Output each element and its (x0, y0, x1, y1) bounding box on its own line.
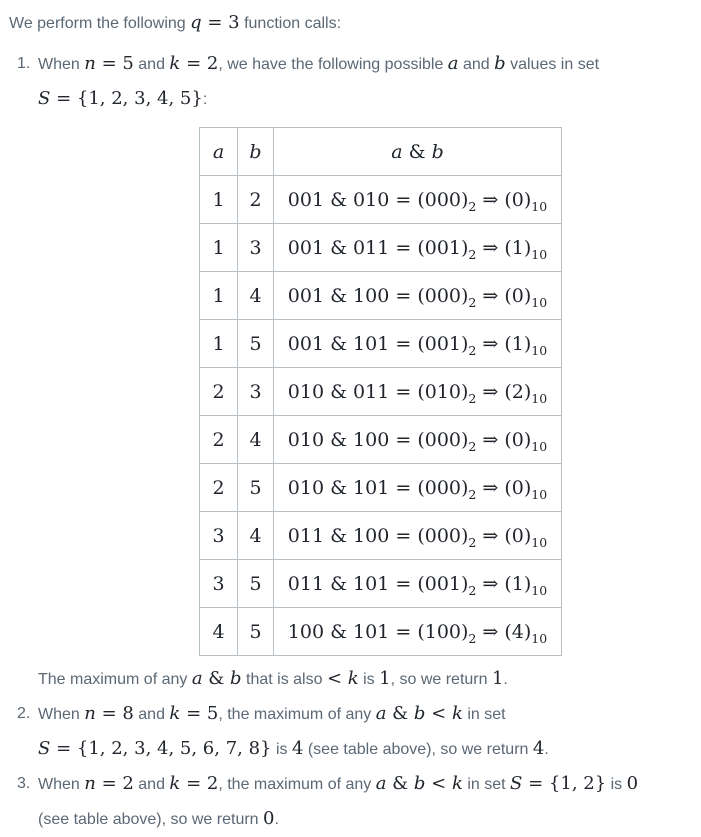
decimal-result: (0) (504, 284, 532, 307)
binary-and-expression: 100 & 101 = (100) (287, 620, 469, 643)
math-run: = 5 (95, 53, 134, 74)
math-run: & (402, 140, 432, 163)
implies-arrow: ⇒ (476, 620, 505, 643)
cell-expression (274, 176, 562, 224)
col-header-a-and-b (274, 128, 562, 176)
implies-arrow: ⇒ (476, 428, 505, 451)
math-run: S (510, 773, 523, 794)
math-run: a (212, 140, 225, 163)
cell-a: 3 (200, 512, 238, 560)
text-run: function calls: (239, 15, 342, 32)
implies-arrow: ⇒ (476, 380, 505, 403)
col-header-a (200, 128, 238, 176)
base-subscript: 10 (531, 630, 548, 646)
cell-b: 4 (238, 512, 274, 560)
text-run: and (133, 776, 170, 793)
math-run: < (425, 703, 452, 724)
cell-b: 2 (238, 176, 274, 224)
list-marker-2: 2. (17, 705, 31, 722)
math-run: k (169, 703, 181, 724)
binary-and-expression: 011 & 101 = (001) (287, 572, 469, 595)
decimal-result: (0) (504, 428, 532, 451)
text-run: , so we return (390, 671, 492, 688)
cell-a: 3 (200, 560, 238, 608)
base-subscript: 10 (531, 294, 548, 310)
math-run: < (326, 668, 348, 689)
list-marker-1: 1. (17, 55, 31, 72)
binary-and-expression: 001 & 010 = (000) (287, 188, 469, 211)
math-run: = 8 (95, 703, 134, 724)
table-row (200, 608, 562, 656)
math-run: = 5 (180, 703, 219, 724)
cell-expression (274, 512, 562, 560)
math-run: a (375, 703, 387, 724)
math-run: a (375, 773, 387, 794)
math-run: = {1, 2, 3, 4, 5} (50, 88, 203, 109)
binary-and-expression: 010 & 100 = (000) (287, 428, 469, 451)
math-run: n (84, 703, 96, 724)
base-subscript: 10 (531, 534, 548, 550)
math-run: = {1, 2} (522, 773, 607, 794)
table-row (200, 560, 562, 608)
binary-and-expression: 001 & 100 = (000) (287, 284, 469, 307)
math-run: & (202, 668, 231, 689)
item1-conclusion (38, 662, 693, 697)
cell-b: 5 (238, 464, 274, 512)
text-run: and (133, 706, 170, 723)
text-run: When (38, 56, 85, 73)
table-row (200, 464, 562, 512)
text-run: in set (462, 706, 506, 723)
base-subscript: 2 (468, 246, 477, 262)
base-subscript: 10 (531, 246, 548, 262)
binary-and-expression: 010 & 011 = (010) (287, 380, 469, 403)
item3-line2 (38, 802, 693, 837)
math-run: b (413, 773, 426, 794)
cell-a: 1 (200, 320, 238, 368)
decimal-result: (0) (504, 476, 532, 499)
text-run: that is also (241, 671, 327, 688)
text-run: . (274, 811, 279, 828)
table-row (200, 272, 562, 320)
cell-b: 4 (238, 272, 274, 320)
math-run: k (169, 53, 181, 74)
decimal-result: (1) (504, 572, 532, 595)
cell-a: 1 (200, 224, 238, 272)
cell-expression (274, 224, 562, 272)
math-run: k (451, 773, 463, 794)
list-item-1 (9, 47, 693, 697)
and-results-table (199, 127, 562, 656)
implies-arrow: ⇒ (476, 524, 505, 547)
implies-arrow: ⇒ (476, 572, 505, 595)
implies-arrow: ⇒ (476, 284, 505, 307)
binary-and-expression: 010 & 101 = (000) (287, 476, 469, 499)
math-run: q (190, 12, 202, 33)
cell-a: 2 (200, 464, 238, 512)
math-run: a (191, 668, 203, 689)
base-subscript: 2 (468, 342, 477, 358)
cell-a: 1 (200, 176, 238, 224)
math-run: = 2 (95, 773, 134, 794)
text-run: , we have the following possible (218, 56, 448, 73)
implies-arrow: ⇒ (476, 476, 505, 499)
math-run: b (413, 703, 426, 724)
cell-a: 2 (200, 416, 238, 464)
item2-line1 (38, 697, 693, 732)
cell-expression (274, 368, 562, 416)
base-subscript: 2 (468, 630, 477, 646)
cell-expression (274, 272, 562, 320)
base-subscript: 10 (531, 438, 548, 454)
base-subscript: 2 (468, 438, 477, 454)
item2-line2 (38, 732, 693, 767)
table-row (200, 416, 562, 464)
text-run: (see table above), so we return (38, 811, 264, 828)
decimal-result: (2) (504, 380, 532, 403)
base-subscript: 10 (531, 342, 548, 358)
math-run: b (431, 140, 444, 163)
text-run: , the maximum of any (218, 706, 376, 723)
binary-and-expression: 001 & 101 = (001) (287, 332, 469, 355)
math-run: 0 (626, 773, 639, 794)
intro-paragraph (9, 10, 693, 37)
text-run: values in set (505, 56, 600, 73)
math-run: b (230, 668, 242, 689)
table-row (200, 176, 562, 224)
math-run: 4 (532, 738, 545, 759)
text-run: When (38, 706, 85, 723)
math-run: a (391, 140, 403, 163)
math-run: n (84, 53, 96, 74)
list-item-2 (9, 697, 693, 767)
math-run: k (451, 703, 463, 724)
item1-line1 (38, 47, 693, 82)
math-run: n (84, 773, 96, 794)
cell-a: 4 (200, 608, 238, 656)
math-run: b (494, 53, 506, 74)
cell-expression (274, 608, 562, 656)
decimal-result: (1) (504, 236, 532, 259)
text-run: : (202, 91, 208, 108)
text-run: (see table above), so we return (303, 741, 533, 758)
math-run: k (347, 668, 359, 689)
math-run: k (169, 773, 181, 794)
list-marker-3: 3. (17, 775, 31, 792)
cell-b: 5 (238, 560, 274, 608)
math-run: & (386, 773, 414, 794)
cell-b: 3 (238, 224, 274, 272)
col-header-b (238, 128, 274, 176)
text-run: The maximum of any (38, 671, 192, 688)
decimal-result: (4) (504, 620, 532, 643)
binary-and-expression: 011 & 100 = (000) (287, 524, 469, 547)
text-run: . (503, 671, 508, 688)
table-row (200, 368, 562, 416)
math-run: 0 (263, 808, 275, 829)
and-table-body (200, 176, 562, 656)
math-run: = {1, 2, 3, 4, 5, 6, 7, 8} (50, 738, 272, 759)
math-run: 1 (491, 668, 504, 689)
math-run: a (447, 53, 459, 74)
base-subscript: 2 (468, 582, 477, 598)
cell-expression (274, 320, 562, 368)
text-run: and (133, 56, 170, 73)
math-run: & (386, 703, 414, 724)
table-row (200, 512, 562, 560)
math-run: S (38, 88, 51, 109)
math-run: 1 (379, 668, 391, 689)
base-subscript: 10 (531, 390, 548, 406)
base-subscript: 2 (468, 294, 477, 310)
text-run: . (544, 741, 549, 758)
text-run: , the maximum of any (218, 776, 376, 793)
base-subscript: 10 (531, 582, 548, 598)
decimal-result: (0) (504, 188, 532, 211)
base-subscript: 2 (468, 198, 477, 214)
base-subscript: 10 (531, 486, 548, 502)
text-run: is (271, 741, 292, 758)
decimal-result: (1) (504, 332, 532, 355)
base-subscript: 10 (531, 198, 548, 214)
text-run: is (606, 776, 627, 793)
table-row (200, 320, 562, 368)
implies-arrow: ⇒ (476, 236, 505, 259)
text-run: We perform the following (9, 15, 191, 32)
base-subscript: 2 (468, 534, 477, 550)
implies-arrow: ⇒ (476, 188, 505, 211)
math-run: < (425, 773, 452, 794)
math-run: = 3 (201, 12, 240, 33)
base-subscript: 2 (468, 486, 477, 502)
text-run: is (358, 671, 380, 688)
text-run: When (38, 776, 85, 793)
base-subscript: 2 (468, 390, 477, 406)
text-run: in set (462, 776, 511, 793)
math-run: S (38, 738, 51, 759)
cell-expression (274, 560, 562, 608)
binary-and-expression: 001 & 011 = (001) (287, 236, 469, 259)
item1-line2-set (38, 82, 693, 117)
cell-b: 3 (238, 368, 274, 416)
text-run: and (458, 56, 495, 73)
cell-b: 5 (238, 608, 274, 656)
table-row (200, 224, 562, 272)
and-table-header (200, 128, 562, 176)
implies-arrow: ⇒ (476, 332, 505, 355)
cell-a: 2 (200, 368, 238, 416)
math-run: = 2 (180, 773, 219, 794)
cell-a: 1 (200, 272, 238, 320)
cell-b: 5 (238, 320, 274, 368)
cell-b: 4 (238, 416, 274, 464)
list-item-3 (9, 767, 693, 837)
decimal-result: (0) (504, 524, 532, 547)
cell-expression (274, 464, 562, 512)
math-run: b (249, 140, 262, 163)
math-run: = 2 (180, 53, 219, 74)
math-run: 4 (291, 738, 304, 759)
cell-expression (274, 416, 562, 464)
header-row (200, 128, 562, 176)
item3-line1 (38, 767, 693, 802)
